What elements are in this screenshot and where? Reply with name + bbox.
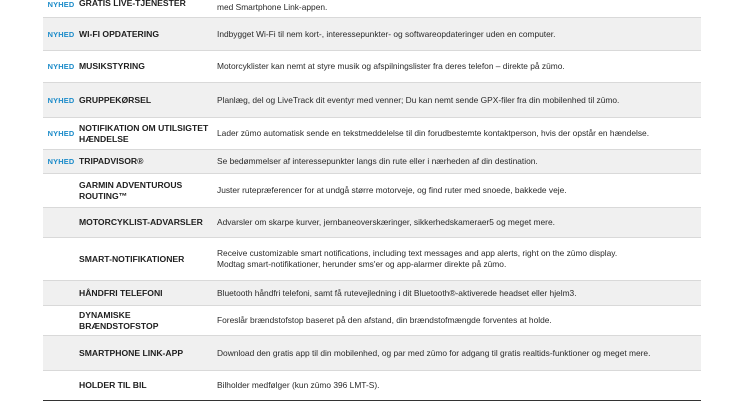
feature-description: Se bedømmelser af interessepunkter langs din rute eller i nærheden af din destination. <box>217 156 538 166</box>
badge-cell <box>43 371 79 400</box>
feature-name: WI-FI OPDATERING <box>79 28 160 39</box>
table-row <box>43 306 701 336</box>
feature-name: SMART-NOTIFIKATIONER <box>79 253 185 264</box>
feature-description: Lader zūmo automatisk sende en tekstmeddelelse til din forudbestemte kontaktperson, hvis der opstår en hændelse. <box>217 128 650 138</box>
feature-name: MOTORCYKLIST-ADVARSLER <box>79 217 203 228</box>
table-row <box>43 208 701 238</box>
feature-name: NOTIFIKATION OM UTILSIGTET HÆNDELSE <box>79 123 209 144</box>
feature-name: GRUPPEKØRSEL <box>79 94 152 105</box>
table-row <box>43 238 701 281</box>
feature-description: Advarsler om skarpe kurver, jernbaneoverskæringer, sikkerhedskameraer5 og meget mere. <box>217 217 555 227</box>
feature-description: Receive customizable smart notifications, including text messages and app alerts, right on the zūmo display. Modtag smart-notifikationer, herunder sms'er og app-alarmer direkte på zūmo. <box>217 248 618 269</box>
feature-name: HÅNDFRI TELEFONI <box>79 287 163 298</box>
badge-cell <box>43 208 79 237</box>
table-row <box>43 281 701 306</box>
feature-description: Motorcyklister kan nemt at styre musik og afspilningslister fra deres telefon – direkte på zūmo. <box>217 61 565 71</box>
feature-name: DYNAMISKE BRÆNDSTOFSTOP <box>79 310 159 331</box>
feature-description: Planlæg, del og LiveTrack dit eventyr med venner; Du kan nemt sende GPX-filer fra din mobilenhed til zūmo. <box>217 94 620 105</box>
table-row <box>43 118 701 150</box>
new-badge: NYHED <box>47 95 75 105</box>
badge-cell <box>43 336 79 370</box>
table-row <box>43 174 701 208</box>
feature-description: Juster rutepræferencer for at undgå større motorveje, og find ruter med snoede, bakkede veje. <box>217 185 567 195</box>
feature-description: med Smartphone Link-appen. <box>217 2 328 12</box>
feature-description: Foreslår brændstofstop baseret på den afstand, din brændstofmængde forventes at holde. <box>217 315 552 325</box>
feature-description: Bluetooth håndfri telefoni, samt få rutevejledning i dit Bluetooth®-aktiverede headset eller hjelm3. <box>217 287 577 298</box>
feature-name: MUSIKSTYRING <box>79 61 145 72</box>
new-badge: NYHED <box>47 62 75 71</box>
new-badge: NYHED <box>47 157 75 166</box>
table-row <box>43 150 701 174</box>
feature-name: HOLDER TIL BIL <box>79 380 147 391</box>
feature-description: Download den gratis app til din mobilenhed, og par med zūmo for adgang til gratis realtids-funktioner og meget mere. <box>217 347 651 358</box>
new-badge: NYHED <box>47 129 75 138</box>
feature-table <box>43 0 701 401</box>
feature-name: TRIPADVISOR® <box>79 156 144 167</box>
badge-cell <box>43 281 79 305</box>
feature-name: SMARTPHONE LINK-APP <box>79 347 184 358</box>
table-row <box>43 18 701 51</box>
table-row <box>43 371 701 401</box>
table-row <box>43 83 701 118</box>
badge-cell <box>43 238 79 280</box>
table-row <box>43 0 701 18</box>
table-row <box>43 51 701 83</box>
table-row <box>43 336 701 371</box>
feature-description: Bilholder medfølger (kun zūmo 396 LMT-S). <box>217 380 380 390</box>
badge-cell <box>43 306 79 335</box>
feature-name: GRATIS LIVE-TJENESTER <box>79 0 186 8</box>
feature-description: Indbygget Wi-Fi til nem kort-, interessepunkter- og softwareopdateringer uden en computer. <box>217 28 556 39</box>
new-badge: NYHED <box>47 29 75 39</box>
feature-name: GARMIN ADVENTUROUS ROUTING™ <box>79 180 183 201</box>
badge-cell <box>43 174 79 207</box>
new-badge: NYHED <box>47 0 75 9</box>
